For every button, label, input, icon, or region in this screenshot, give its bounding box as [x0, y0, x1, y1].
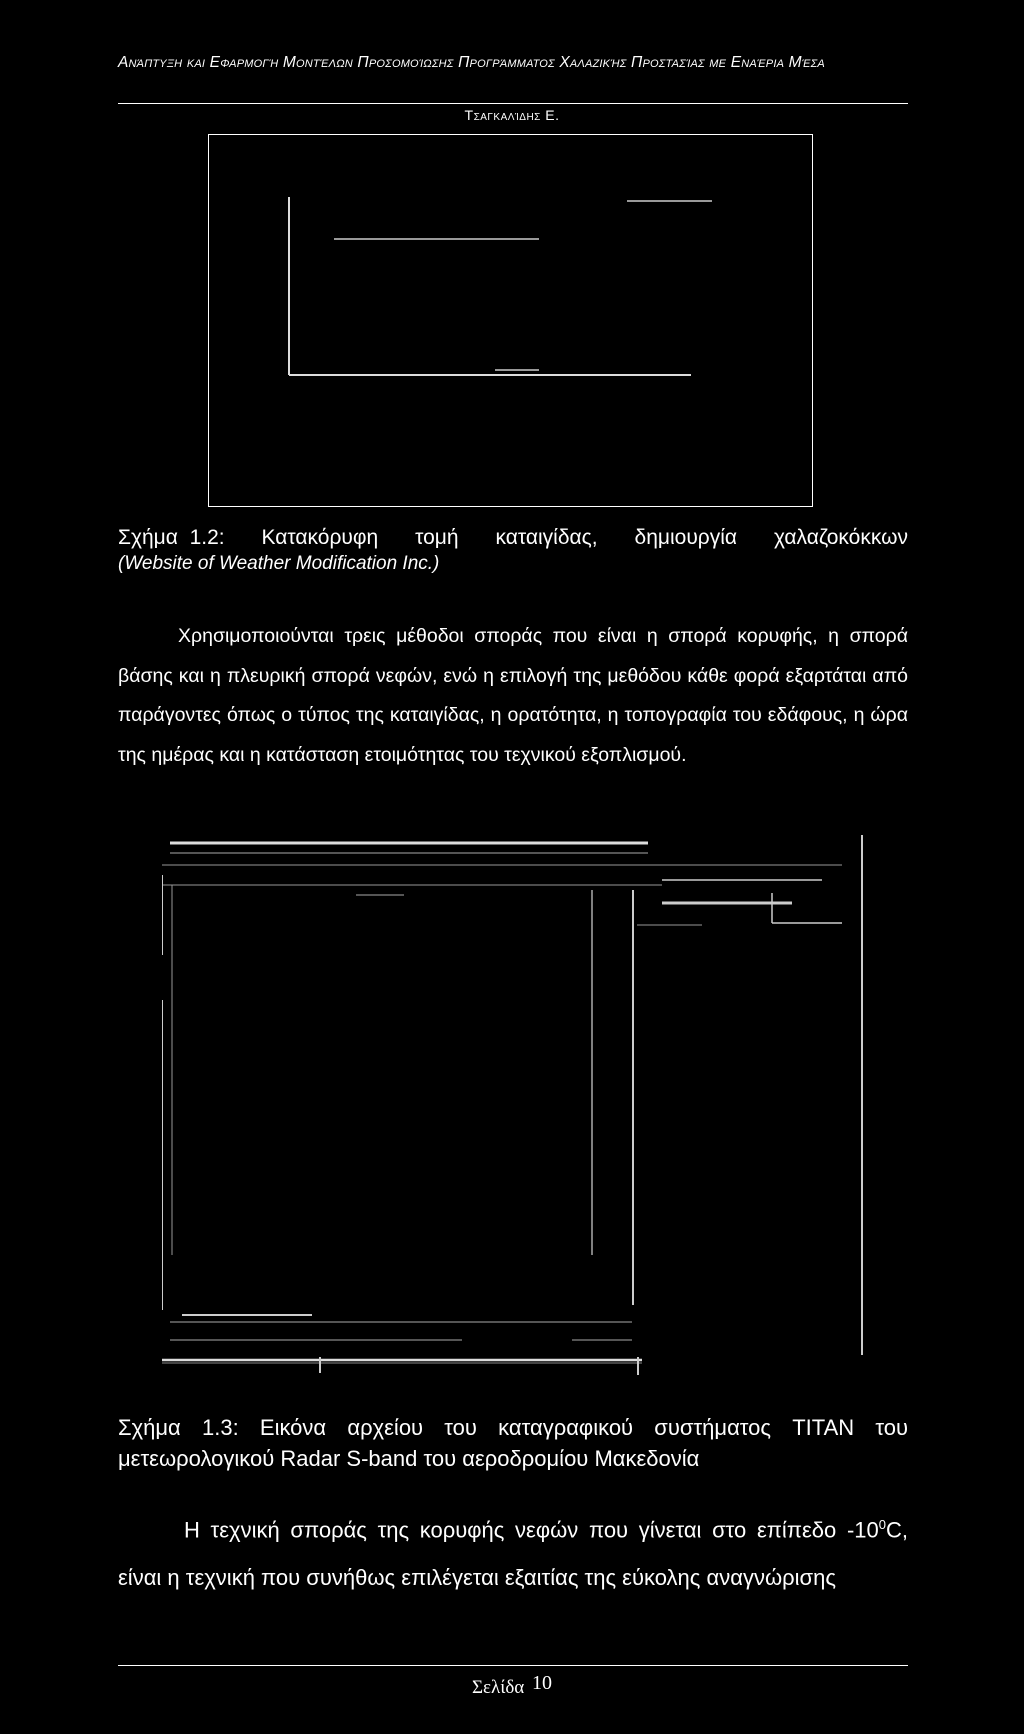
- caption-word: τομή: [415, 526, 459, 549]
- caption-word: δημιουργία: [634, 526, 738, 549]
- header-rule: [118, 103, 908, 104]
- page-label: Σελίδα: [471, 1677, 525, 1698]
- page-footer: [0, 1672, 1024, 1699]
- body-paragraph-seeding-methods: Χρησιμοποιούνται τρεις μέθοδοι σποράς που είναι η σπορά κορυφής, η σπορά βάσης και η πλευρική σπορά νεφών, ενώ η επιλογή της μεθόδου κάθε φορά εξαρτάται από παράγοντες όπως ο τύπος της καταιγίδας, η ορατότητα, η τοπογραφία του εδάφους, η ώρα της ημέρας και η κατάσταση ετοιμότητας του τεχνικού εξοπλισμού.: [118, 625, 908, 766]
- running-header-title: Ανάπτυξη και Εφαρμογή Μοντέλων Προσομοίωσης Προγράμματος Χαλαζικής Προστασίας με Εναέρια Μέσα: [118, 54, 825, 71]
- figure-1-3-drawing: [162, 835, 867, 1403]
- footer-rule: [118, 1665, 908, 1666]
- caption-label-number: Σχήμα 1.2:: [118, 526, 225, 549]
- body-paragraph-top-seeding: Η τεχνική σποράς της κορυφής νεφών που γίνεται στο επίπεδο $-10^0C$, είναι η τεχνική που συνήθως επιλέγεται εξαιτίας της εύκολης αναγνώρισης: [118, 1517, 908, 1591]
- running-header-author: Τσαγκαλίδης Ε.: [464, 107, 560, 123]
- figure-1-2-image: [208, 134, 813, 507]
- figure-1-3-caption: Σχήμα 1.3: Εικόνα αρχείου του καταγραφικού συστήματος TITAN του μετεωρολογικού Radar S-band του αεροδρομίου Μακεδονία: [118, 1415, 908, 1471]
- figure-1-2-caption: [118, 525, 908, 577]
- caption-word: χαλαζοκόκκων: [773, 526, 908, 549]
- caption-word: καταιγίδας,: [495, 526, 598, 549]
- figure-1-3-image: [162, 835, 867, 1403]
- page-number: 10: [532, 1672, 553, 1694]
- figure-1-2-drawing: [209, 135, 811, 505]
- caption-word: Κατακόρυφη: [261, 526, 379, 549]
- degree-superscript: 0: [878, 1517, 886, 1532]
- figure-1-2-source: (Website of Weather Modification Inc.): [118, 553, 440, 574]
